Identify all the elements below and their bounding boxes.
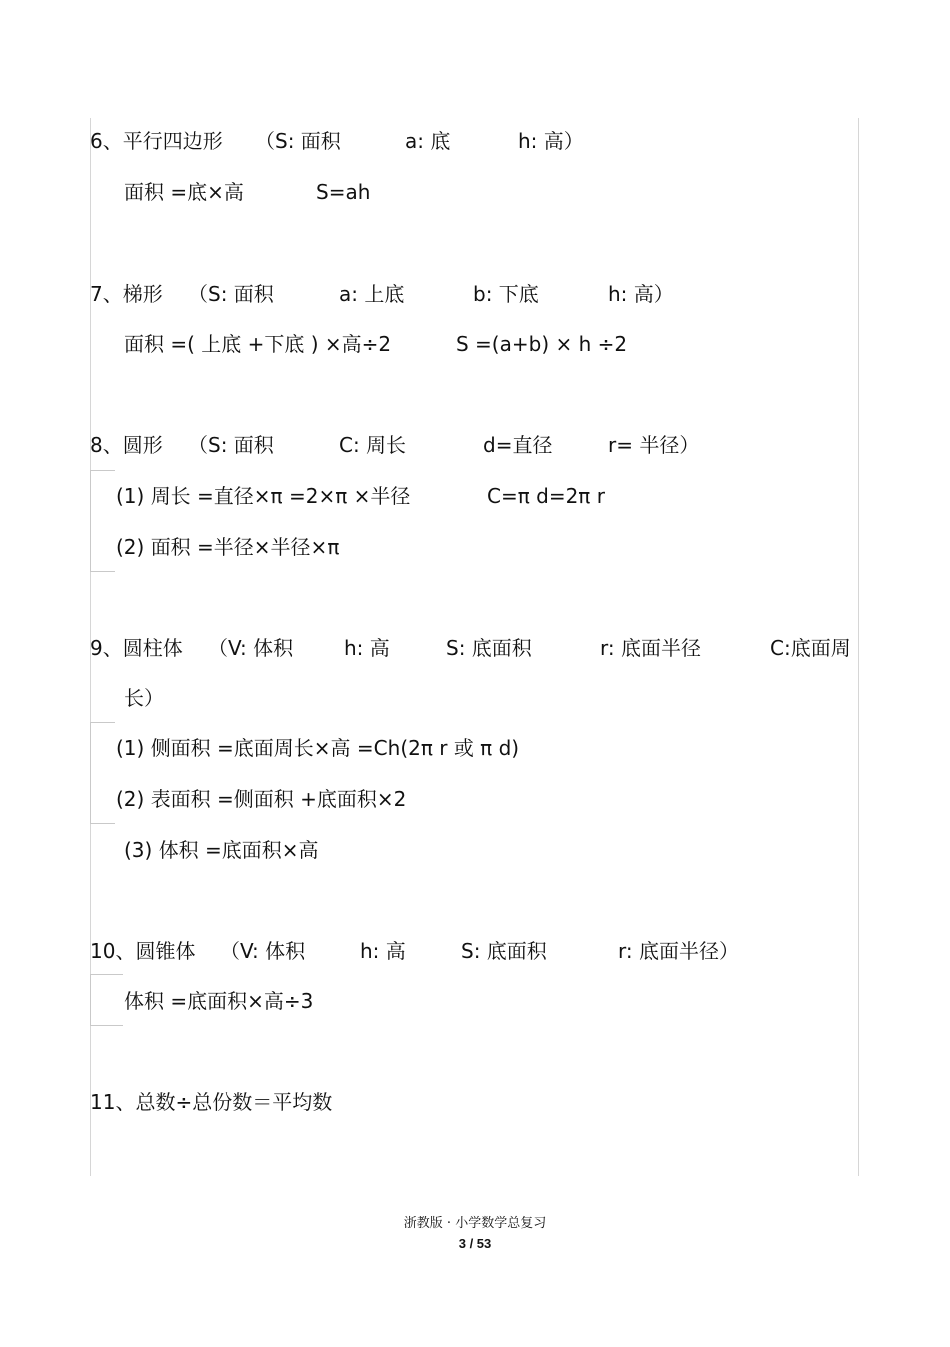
heading-var: a: 底 xyxy=(405,129,451,153)
heading-label: 8、圆形 xyxy=(90,433,163,457)
heading-var: （V: 体积 xyxy=(220,939,306,963)
page-footer-title: 浙教版 · 小学数学总复习 xyxy=(403,1216,547,1231)
heading-var: h: 高） xyxy=(608,282,674,306)
heading-var: a: 上底 xyxy=(339,282,405,306)
formula-words: (3) 体积 =底面积×高 xyxy=(124,838,319,862)
heading-var: C:底面周 xyxy=(770,636,851,660)
formula-words: 面积 =( 上底 +下底 ) ×高÷2 xyxy=(124,332,392,356)
right-margin-rule xyxy=(858,118,859,1176)
heading-label: 9、圆柱体 xyxy=(90,636,183,660)
heading-var: （S: 面积 xyxy=(188,433,274,457)
heading-var: （V: 体积 xyxy=(208,636,294,660)
formula-symbols: S=ah xyxy=(316,180,371,204)
formula-words: (2) 面积 =半径×半径×π xyxy=(116,535,340,559)
heading-label: 10、圆锥体 xyxy=(90,939,196,963)
heading-wrap: 长） xyxy=(124,686,164,710)
bracket-cone-formula xyxy=(90,974,123,1026)
formula-words: (1) 周长 =直径×π =2×π ×半径 xyxy=(116,484,411,508)
heading-var: C: 周长 xyxy=(339,433,407,457)
formula-symbols: S =(a+b) × h ÷2 xyxy=(456,332,628,356)
heading-var: d=直径 xyxy=(483,433,553,457)
heading-label: 6、平行四边形 xyxy=(90,129,223,153)
formula-symbols: C=π d=2π r xyxy=(487,484,605,508)
heading-var: S: 底面积 xyxy=(461,939,547,963)
heading-var: h: 高） xyxy=(518,129,584,153)
formula-words: (1) 侧面积 =底面周长×高 =Ch(2π r 或 π d) xyxy=(116,736,520,760)
heading-label: 7、梯形 xyxy=(90,282,163,306)
formula-words: 面积 =底×高 xyxy=(124,180,244,204)
heading-var: r= 半径） xyxy=(608,433,700,457)
heading-var: r: 底面半径） xyxy=(618,939,739,963)
heading-var: S: 底面积 xyxy=(446,636,532,660)
heading-var: h: 高 xyxy=(344,636,390,660)
heading-label: 11、总数÷总份数＝平均数 xyxy=(90,1090,333,1114)
bracket-circle-formulas xyxy=(90,470,115,572)
heading-var: b: 下底 xyxy=(473,282,539,306)
heading-var: h: 高 xyxy=(360,939,406,963)
heading-var: （S: 面积 xyxy=(188,282,274,306)
heading-var: （S: 面积 xyxy=(255,129,341,153)
heading-var: r: 底面半径 xyxy=(600,636,701,660)
bracket-cylinder-formulas xyxy=(90,722,115,824)
page-number: 3 / 53 xyxy=(458,1236,492,1251)
formula-words: (2) 表面积 =侧面积 +底面积×2 xyxy=(116,787,407,811)
formula-words: 体积 =底面积×高÷3 xyxy=(124,989,314,1013)
